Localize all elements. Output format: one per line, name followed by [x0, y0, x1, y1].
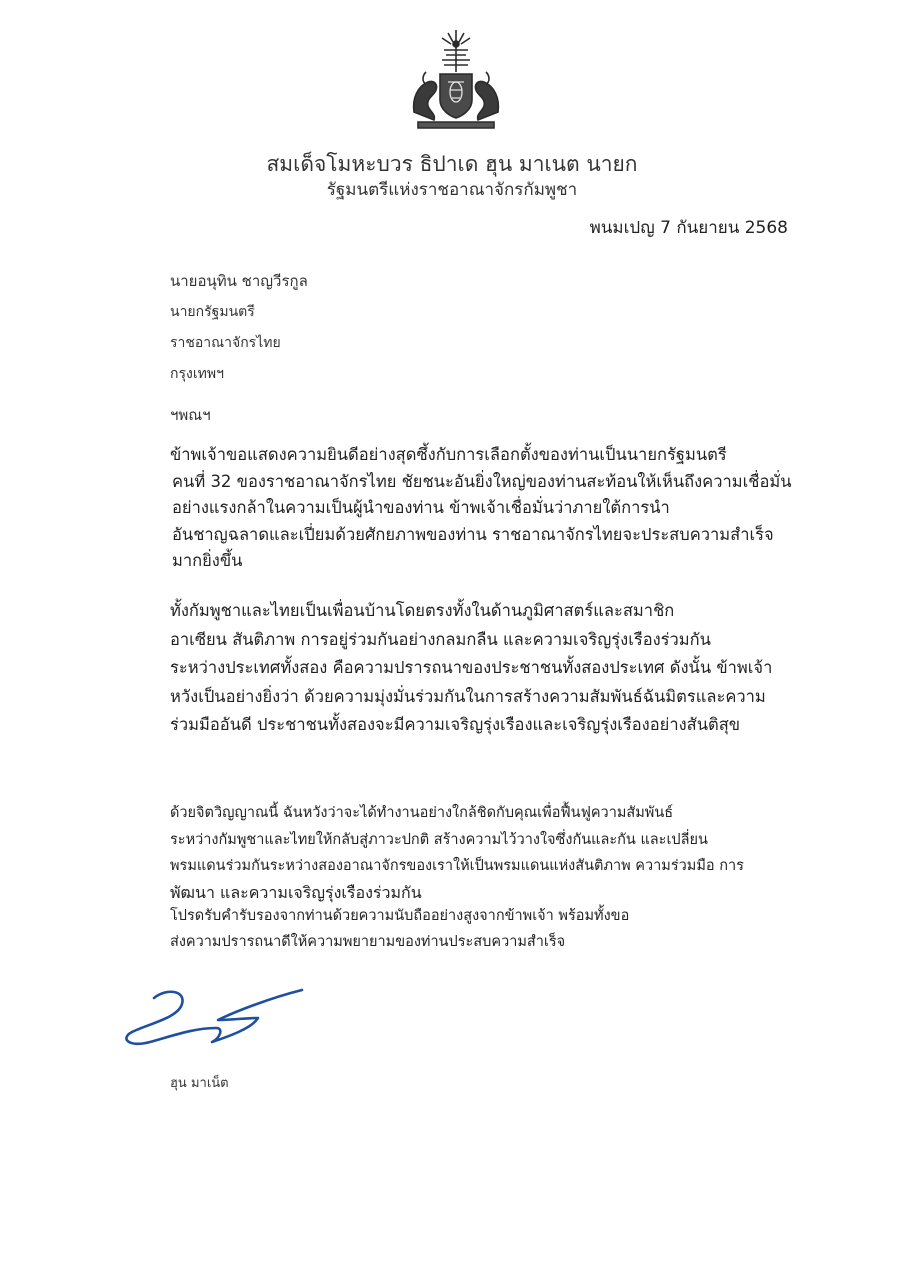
paragraph-line: คนที่ 32 ของราชอาณาจักรไทย ชัยชนะอันยิ่งใหญ่ของท่านสะท้อนให้เห็นถึงความเชื่อมั่น — [172, 471, 792, 491]
sender-name-title: สมเด็จโมหะบวร ธิปาเด ฮุน มาเนต นายก — [266, 152, 638, 176]
paragraph-neighbors — [170, 597, 772, 740]
paragraph-line: ส่งความปรารถนาดีให้ความพยายามของท่านประสบความสำเร็จ — [170, 934, 566, 950]
salutation: ฯพณฯ — [170, 406, 211, 424]
signatory-name: ฮุน มาเน็ต — [170, 1076, 229, 1091]
paragraph-line: อย่างแรงกล้าในความเป็นผู้นำของท่าน ข้าพเจ้าเชื่อมั่นว่าภายใต้การนำ — [172, 498, 670, 517]
paragraph-line: หวังเป็นอย่างยิ่งว่า ด้วยความมุ่งมั่นร่วมกันในการสร้างความสัมพันธ์ฉันมิตรและความ — [170, 686, 766, 706]
recipient-city: กรุงเทพฯ — [170, 366, 224, 382]
paragraph-line: ร่วมมืออันดี ประชาชนทั้งสองจะมีความเจริญรุ่งเรืองและเจริญรุ่งเรืองอย่างสันติสุข — [170, 715, 741, 734]
paragraph-congratulations — [170, 442, 792, 575]
recipient-country: ราชอาณาจักรไทย — [170, 335, 281, 351]
paragraph-line: อันชาญฉลาดและเปี่ยมด้วยศักยภาพของท่าน ราชอาณาจักรไทยจะประสบความสำเร็จ — [172, 524, 774, 544]
paragraph-line: ระหว่างประเทศทั้งสอง คือความปรารถนาของประชาชนทั้งสองประเทศ ดังนั้น ข้าพเจ้า — [170, 658, 773, 677]
recipient-address — [170, 266, 308, 390]
recipient-name: นายอนุทิน ชาญวีรกูล — [170, 272, 308, 290]
paragraph-line: ระหว่างกัมพูชาและไทยให้กลับสู่ภาวะปกติ สร้างความไว้วางใจซึ่งกันและกัน และเปลี่ยน — [170, 831, 708, 848]
paragraph-line: พัฒนา และความเจริญรุ่งเรืองร่วมกัน — [170, 882, 422, 902]
paragraph-line: มากยิ่งขึ้น — [172, 551, 243, 570]
paragraph-line: ทั้งกัมพูชาและไทยเป็นเพื่อนบ้านโดยตรงทั้งในด้านภูมิศาสตร์และสมาชิก — [170, 601, 675, 620]
letter-date: พนมเปญ 7 กันยายน 2568 — [589, 218, 788, 238]
sender-office: รัฐมนตรีแห่งราชอาณาจักรกัมพูชา — [326, 180, 578, 200]
paragraph-line: โปรดรับคำรับรองจากท่านด้วยความนับถืออย่างสูงจากข้าพเจ้า พร้อมทั้งขอ — [170, 908, 630, 924]
paragraph-cooperation — [170, 800, 744, 906]
paragraph-line: อาเซียน สันติภาพ การอยู่ร่วมกันอย่างกลมกลืน และความเจริญรุ่งเรืองร่วมกัน — [170, 629, 711, 649]
paragraph-line: ด้วยจิตวิญญาณนี้ ฉันหวังว่าจะได้ทำงานอย่างใกล้ชิดกับคุณเพื่อฟื้นฟูความสัมพันธ์ — [170, 805, 674, 821]
paragraph-closing — [170, 903, 629, 955]
paragraph-line: ข้าพเจ้าขอแสดงความยินดีอย่างสุดซึ้งกับการเลือกตั้งของท่านเป็นนายกรัฐมนตรี — [170, 445, 727, 464]
handwritten-signature — [120, 976, 310, 1056]
paragraph-line: พรมแดนร่วมกันระหว่างสองอาณาจักรของเราให้เป็นพรมแดนแห่งสันติภาพ ความร่วมมือ การ — [170, 858, 744, 874]
recipient-title: นายกรัฐมนตรี — [170, 304, 255, 320]
royal-emblem-icon — [404, 28, 508, 132]
